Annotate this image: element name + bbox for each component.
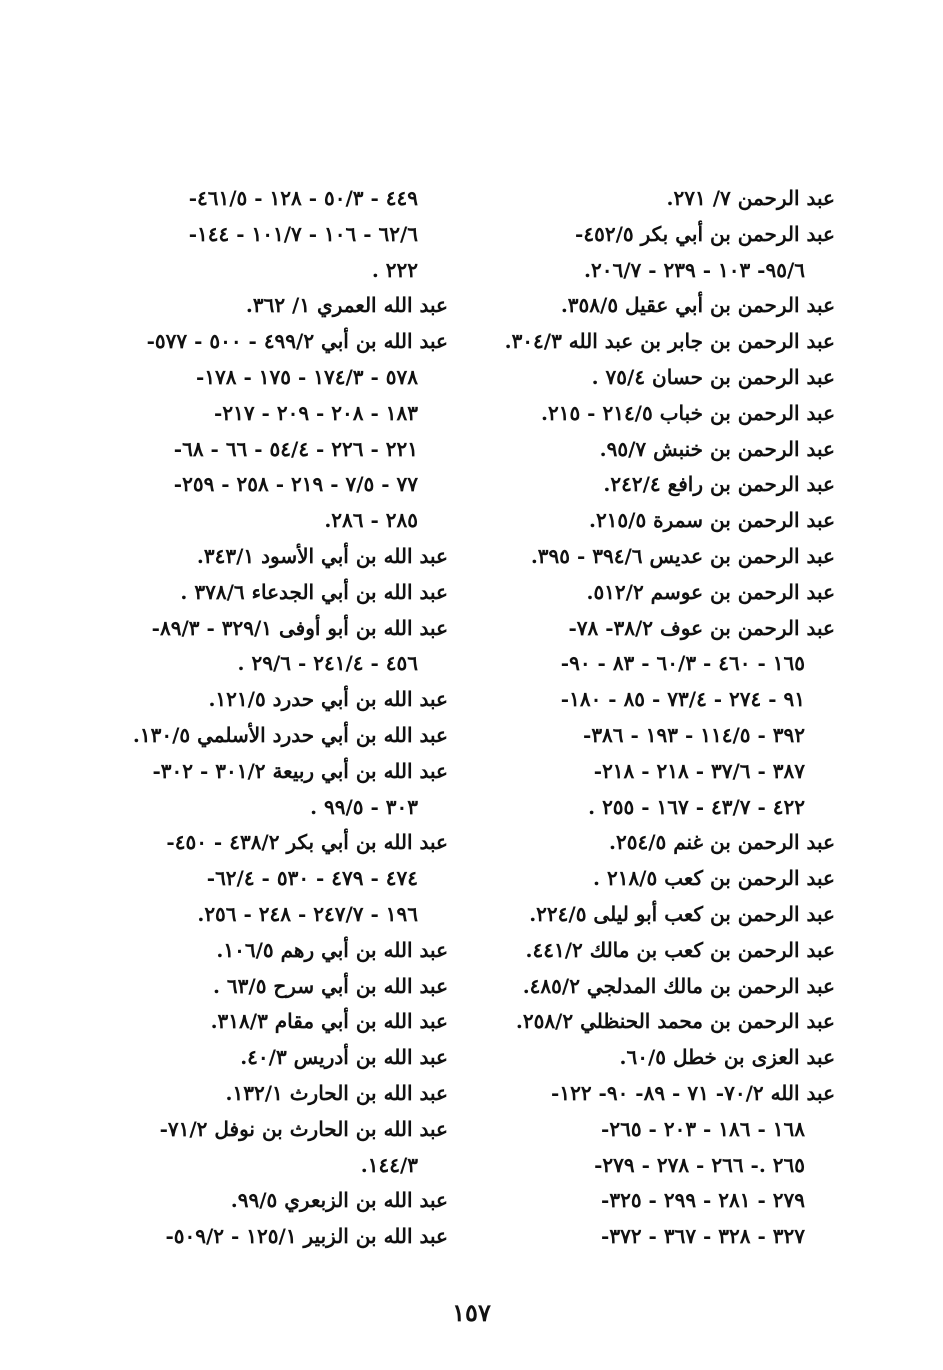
index-entry: عبد الله بن أبي حدرد الأسلمي ١٣٠/٥. <box>132 722 448 747</box>
index-entry-continuation: ٣٨٧ - ٣٧/٦ - ٢١٨ - ٢١٨- <box>593 758 805 783</box>
index-entry: عبد الرحمن بن سمرة ٢١٥/٥. <box>588 508 835 533</box>
index-entry-continuation: ٢٨٥ - ٢٨٦. <box>324 508 418 533</box>
index-entry: عبد الله بن أبي الأسود ٣٤٣/١. <box>196 543 448 568</box>
index-entry: عبد الرحمن بن خنبش ٩٥/٧. <box>599 436 835 461</box>
index-entry: عبد الله بن أدريس ٤٠/٣. <box>240 1045 448 1070</box>
index-entry: عبد الرحمن بن رافع ٢٤٢/٤. <box>603 472 835 497</box>
index-entry: عبد العزى بن خطل ٦٠/٥. <box>619 1045 835 1070</box>
index-entry: عبد الرحمن بن عوف ٣٨/٢- ٧٨- <box>568 615 835 640</box>
index-entry: عبد الله بن أبي بكر ٤٣٨/٢ - ٤٥٠- <box>166 830 448 855</box>
index-entry-continuation: ١٦٨ - ١٨٦ - ٢٠٣ - ٢٦٥- <box>601 1116 805 1141</box>
index-entry: عبد الله بن أبي رهم ١٠٦/٥. <box>216 937 448 962</box>
index-entry-continuation: ٣٩٢ - ١١٤/٥ - ١٩٣ - ٣٨٦- <box>583 722 805 747</box>
index-entry: عبد الرحمن بن عوسم ٥١٢/٢. <box>586 579 835 604</box>
index-entry: عبد الله بن أبي مقام ٣١٨/٣. <box>210 1009 448 1034</box>
index-entry-continuation: ١٩٦ - ٢٤٧/٧ - ٢٤٨ - ٢٥٦. <box>197 901 418 926</box>
index-entry: عبد الله بن الزبعري ٩٩/٥. <box>230 1188 448 1213</box>
index-entry-continuation: ٥٧٨ - ١٧٤/٣ - ١٧٥ - ١٧٨- <box>196 364 418 389</box>
index-entry-continuation: ٢٢٢ . <box>371 257 418 282</box>
index-entry-continuation: ٧٧ - ٧/٥ - ٢١٩ - ٢٥٨ - ٢٥٩- <box>173 472 418 497</box>
index-entry-continuation: ٢٧٩ - ٢٨١ - ٢٩٩ - ٣٢٥- <box>601 1188 805 1213</box>
index-entry-continuation: ٣٠٣ - ٩٩/٥ . <box>310 794 418 819</box>
index-entry: عبد الرحمن بن أبي بكر ٤٥٢/٥- <box>575 221 835 246</box>
index-column-left <box>118 181 448 1255</box>
index-entry-continuation: ٢٦٥ .- ٢٦٦ - ٢٧٨ - ٢٧٩- <box>594 1152 805 1177</box>
index-entry: عبد الرحمن بن أبي عقيل ٣٥٨/٥. <box>560 293 835 318</box>
index-entry: عبد الله ٧٠/٢- ٧١ - ٨٩- ٩٠- ١٢٢- <box>551 1080 835 1105</box>
index-entry: عبد الله بن أبي الجدعاء ٣٧٨/٦ . <box>180 579 448 604</box>
index-entry: عبد الرحمن بن غنم ٢٥٤/٥. <box>609 830 835 855</box>
index-entry: عبد الله بن أبي ربيعة ٣٠١/٢ - ٣٠٢- <box>152 758 448 783</box>
index-entry: عبد الله بن أبي سرح ٦٣/٥ . <box>212 973 448 998</box>
index-entry: عبد الله بن الزبير ١٢٥/١ - ٥٠٩/٢- <box>165 1224 448 1249</box>
index-entry: عبد الرحمن بن كعب بن مالك ٤٤١/٢. <box>525 937 835 962</box>
index-entry: عبد الله بن أبو أوفى ٣٢٩/١ - ٨٩/٣- <box>151 615 448 640</box>
index-entry: عبد الرحمن بن كعب ٢١٨/٥ . <box>593 866 835 891</box>
index-entry: عبد الله بن أبي ٤٩٩/٢ - ٥٠٠ - ٥٧٧- <box>146 329 448 354</box>
page-number: ١٥٧ <box>452 1298 491 1327</box>
index-entry-continuation: ١٨٣ - ٢٠٨ - ٢٠٩ - ٢١٧- <box>214 400 418 425</box>
index-entry: عبد الرحمن بن عديس ٣٩٤/٦ - ٣٩٥. <box>530 543 835 568</box>
index-entry-continuation: ١٤٤/٣. <box>360 1152 418 1177</box>
index-entry-continuation: ٤٤٩ - ٥٠/٣ - ١٢٨ - ٤٦١/٥- <box>188 186 418 210</box>
index-entry-continuation: ٤٥٦ - ٢٤١/٤ - ٢٩/٦ . <box>237 651 418 676</box>
index-entry-continuation: ٦٢/٦ - ١٠٦ - ١٠١/٧ - ١٤٤- <box>188 221 418 246</box>
index-entry-continuation: ١٦٥ - ٤٦٠ - ٦٠/٣ - ٨٣ - ٩٠- <box>560 651 805 676</box>
index-entry: عبد الله بن الحارث ١٣٢/١. <box>225 1080 448 1105</box>
index-entry: عبد الرحمن بن مالك المدلجي ٤٨٥/٢. <box>522 973 835 998</box>
index-entry: عبد الرحمن ٧/ ٢٧١. <box>666 186 835 210</box>
index-column-right <box>505 181 835 1255</box>
index-entry: عبد الله بن الحارث بن نوفل ٧١/٢- <box>159 1116 448 1141</box>
index-entry-continuation: ٤٢٢ - ٤٣/٧ - ١٦٧ - ٢٥٥ . <box>588 794 805 819</box>
index-entry: عبد الرحمن بن حسان ٧٥/٤ . <box>591 364 835 389</box>
index-entry-continuation: ٩١ - ٢٧٤ - ٧٣/٤ - ٨٥ - ١٨٠- <box>560 687 805 712</box>
index-entry: عبد الرحمن بن جابر بن عبد الله ٣٠٤/٣. <box>505 329 835 354</box>
index-entry-continuation: ٢٢١ - ٢٢٦ - ٥٤/٤ - ٦٦ - ٦٨- <box>173 436 418 461</box>
index-entry: عبد الرحمن بن محمد الحنظلي ٢٥٨/٢. <box>515 1009 835 1034</box>
index-entry: عبد الله بن أبي حدرد ١٢١/٥. <box>208 687 448 712</box>
index-entry: عبد الرحمن بن خباب ٢١٤/٥ - ٢١٥. <box>541 400 835 425</box>
index-entry: عبد الله العمري ١/ ٣٦٢. <box>245 293 448 318</box>
index-entry: عبد الرحمن بن كعب أبو ليلى ٢٢٤/٥. <box>529 901 835 926</box>
index-entry-continuation: ٣٢٧ - ٣٢٨ - ٣٦٧ - ٣٧٢- <box>601 1224 805 1249</box>
index-entry-continuation: ٩٥/٦- ١٠٣ - ٢٣٩ - ٢٠٦/٧. <box>584 257 805 282</box>
index-entry-continuation: ٤٧٤ - ٤٧٩ - ٥٣٠ - ٦٢/٤- <box>206 866 418 891</box>
